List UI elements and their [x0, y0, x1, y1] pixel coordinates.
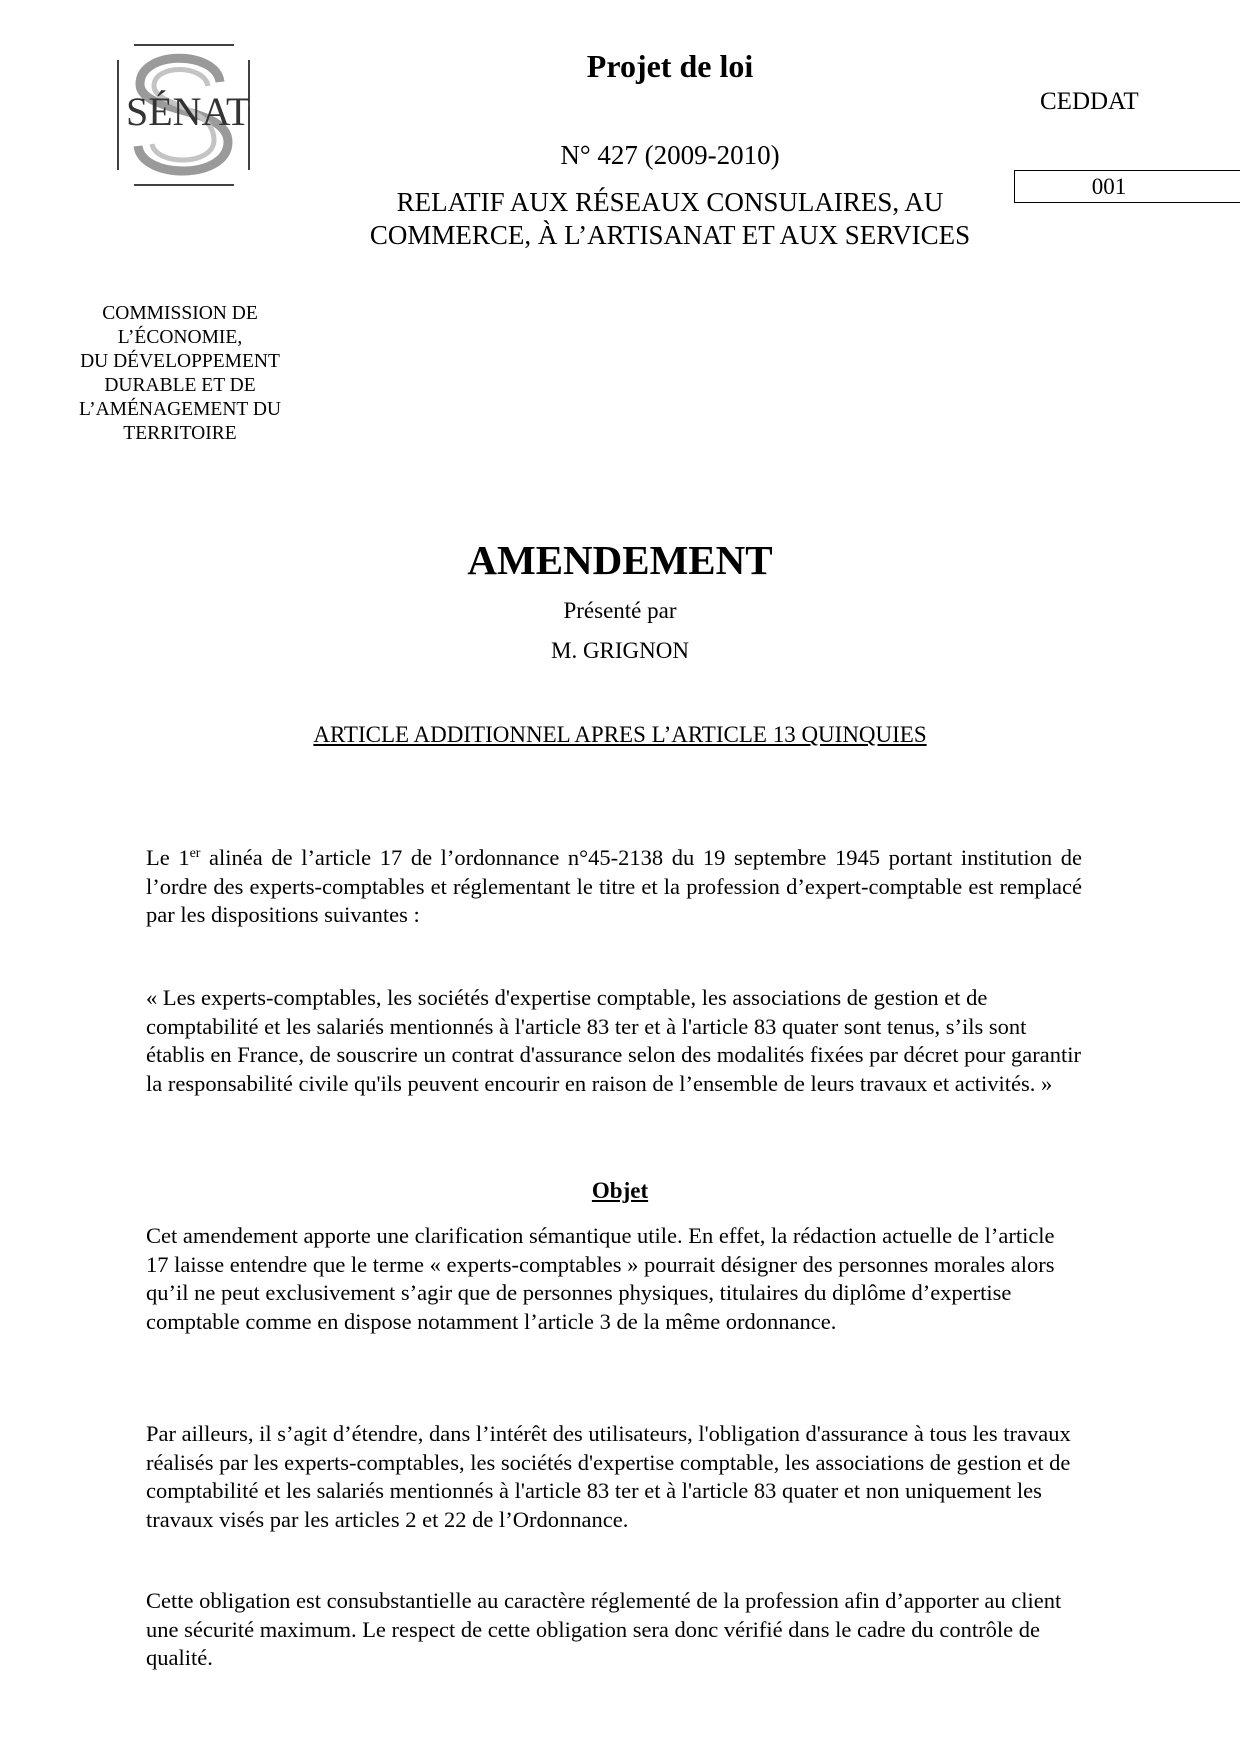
bill-title: [300, 186, 1040, 252]
commission-line: TERRITOIRE: [123, 423, 237, 444]
commission-line: COMMISSION DE: [102, 303, 258, 324]
senat-logo: [112, 42, 252, 192]
commission-line: L’ÉCONOMIE,: [117, 327, 243, 348]
objet-heading: Objet: [591, 1178, 649, 1203]
amendment-number-box: [1014, 170, 1240, 203]
amendment-heading: AMENDEMENT: [467, 537, 773, 583]
bill-number: N° 427 (2009-2010): [560, 140, 780, 170]
commission-name: [60, 302, 300, 446]
ordinal-superscript: er: [189, 846, 201, 861]
bill-title-line: RELATIF AUX RÉSEAUX CONSULAIRES, AU: [396, 187, 944, 217]
amendment-author: M. GRIGNON: [551, 638, 689, 663]
commission-line: DU DÉVELOPPEMENT: [80, 351, 280, 372]
logo-text: SÉNAT: [126, 89, 251, 134]
institution-label: CEDDAT: [1040, 88, 1139, 115]
objet-paragraph: Cet amendement apporte une clarification sémantique utile. En effet, la rédaction actuelle de l’article 17 laisse entendre que le terme « experts-comptables » pourrait désigner des personnes morales alors qu’il ne peut exclusivement s’agir que de personnes physiques, titulaires du diplôme d’expertise comptable comme en dispose notamment l’article 3 de la même ordonnance.: [146, 1223, 1055, 1334]
objet-paragraph: Cette obligation est consubstantielle au caractère réglementé de la profession afin d’apporter au client une sécurité maximum. Le respect de cette obligation sera donc vérifié dans le cadre du contrôle de qualité.: [146, 1588, 1062, 1670]
commission-line: DURABLE ET DE: [104, 375, 256, 396]
objet-paragraph: Par ailleurs, il s’agit d’étendre, dans l’intérêt des utilisateurs, l'obligation d'assurance à tous les travaux réalisés par les experts-comptables, les sociétés d'expertise comptable, les associations de gestion et de comptabilité et les salariés mentionnés à l'article 83 ter et à l'article 83 quater et non uniquement les travaux visés par les articles 2 et 22 de l’Ordonnance.: [146, 1421, 1071, 1532]
amendment-quoted-text: « Les experts-comptables, les sociétés d'expertise comptable, les associations de gestion et de comptabilité et les salariés mentionnés à l'article 83 ter et à l'article 83 quater sont tenus, s’ils sont établis en France, de souscrire un contrat d'assurance selon des modalités fixées par décret pour garantir la responsabilité civile qu'ils peuvent encourir en raison de l’ensemble de leurs travaux et activités. »: [146, 985, 1081, 1096]
presented-by-label: Présenté par: [563, 598, 677, 623]
bill-title-line: COMMERCE, À L’ARTISANAT ET AUX SERVICES: [369, 220, 971, 250]
commission-line: L’AMÉNAGEMENT DU: [78, 399, 282, 420]
amendment-number: 001: [1091, 174, 1127, 199]
amendment-paragraph: [146, 844, 1082, 930]
document-type: Projet de loi: [586, 48, 754, 84]
article-reference: ARTICLE ADDITIONNEL APRES L’ARTICLE 13 QUINQUIES: [313, 722, 927, 747]
para-text: alinéa de l’article 17 de l’ordonnance n°45-2138 du 19 septembre 1945 portant institution de l’ordre des experts-comptables et réglementant le titre et la profession d’expert-comptable est remplacé par les dispositions suivantes :: [146, 845, 1083, 927]
para-prefix: Le 1: [146, 845, 190, 870]
